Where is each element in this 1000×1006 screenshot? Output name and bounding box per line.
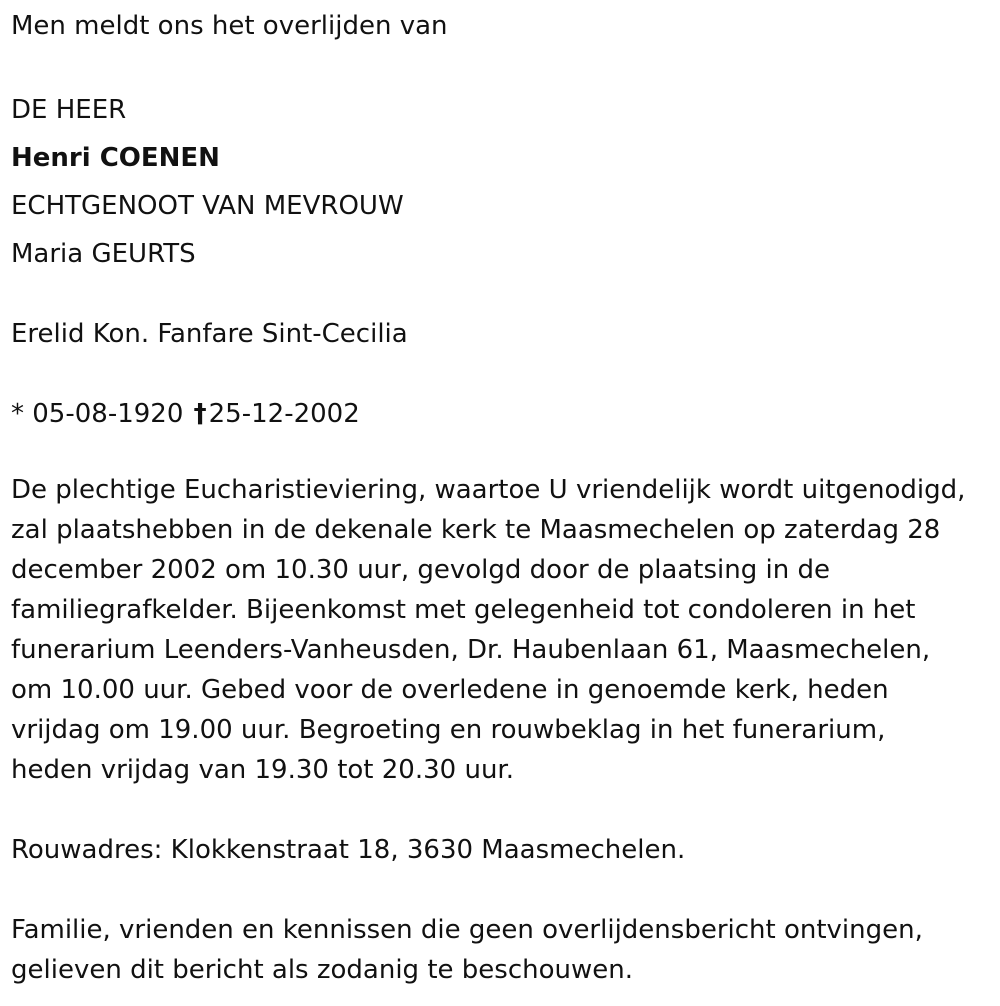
intro-text: Men meldt ons het overlijden van bbox=[11, 11, 448, 41]
membership-text: Erelid Kon. Fanfare Sint-Cecilia bbox=[11, 319, 408, 349]
death-date: 25-12-2002 bbox=[208, 399, 360, 429]
ceremony-line: heden vrijdag van 19.30 tot 20.30 uur. bbox=[11, 755, 514, 785]
ceremony-line: vrijdag om 19.00 uur. Begroeting en rouwbeklag in het funerarium, bbox=[11, 715, 886, 745]
deceased-name: Henri COENEN bbox=[11, 143, 220, 173]
spacer bbox=[11, 46, 989, 86]
life-dates bbox=[11, 390, 989, 438]
spacer bbox=[11, 358, 989, 390]
spacer bbox=[11, 278, 989, 310]
title-text: DE HEER bbox=[11, 95, 127, 125]
ceremony-line: familiegrafkelder. Bijeenkomst met gelegenheid tot condoleren in het bbox=[11, 595, 916, 625]
birth-date: 05-08-1920 bbox=[32, 399, 184, 429]
ceremony-line: december 2002 om 10.30 uur, gevolgd door de plaatsing in de bbox=[11, 555, 830, 585]
spouse-label: ECHTGENOOT VAN MEVROUW bbox=[11, 191, 404, 221]
closing-paragraph bbox=[11, 910, 996, 990]
spacer bbox=[11, 438, 989, 470]
birth-symbol: * bbox=[11, 399, 24, 429]
ceremony-paragraph bbox=[11, 470, 996, 790]
ceremony-line: De plechtige Eucharistieviering, waartoe U vriendelijk wordt uitgenodigd, bbox=[11, 475, 966, 505]
ceremony-line: funerarium Leenders-Vanheusden, Dr. Haubenlaan 61, Maasmechelen, bbox=[11, 635, 931, 665]
spacer bbox=[11, 790, 989, 830]
ceremony-line: zal plaatshebben in de dekenale kerk te Maasmechelen op zaterdag 28 bbox=[11, 515, 941, 545]
spacer bbox=[11, 870, 989, 910]
cross-icon: † bbox=[193, 399, 207, 429]
spouse-name: Maria GEURTS bbox=[11, 239, 196, 269]
ceremony-line: om 10.00 uur. Gebed voor de overledene in genoemde kerk, heden bbox=[11, 675, 889, 705]
closing-line: Familie, vrienden en kennissen die geen overlijdensbericht ontvingen, bbox=[11, 915, 923, 945]
mourning-address: Rouwadres: Klokkenstraat 18, 3630 Maasmechelen. bbox=[11, 835, 686, 865]
closing-line: gelieven dit bericht als zodanig te beschouwen. bbox=[11, 955, 633, 985]
